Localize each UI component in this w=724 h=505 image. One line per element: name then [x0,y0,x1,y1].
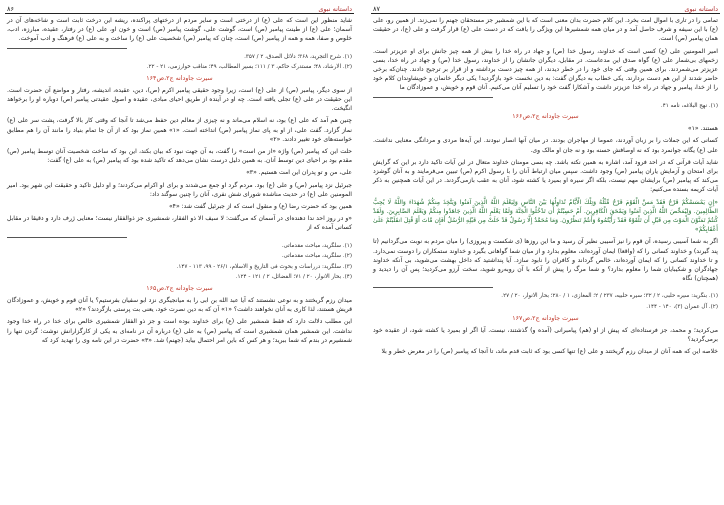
left-paragraph-9: این مطلب دلالت دارد که فقط شمشیر علی (ع) برای خداوند بوده است و جز ذو الفقار شمشیری خالص برای خدا در راه خدا وجود نداشت. این شمشیر همان شمشیری است که پیامبر (ص) به علی (ع) درباره آن در نامه‌ای به یکی از کارگزارانش نوشت: گردن تنها را شمشیرم در بندم که شما ببرید؛ و هر کس که باین امر احتمال بیاید (جهنم) شد. «۳» حضرت در این نامه وی را تهدید کرد که [7,318,352,344]
right-paragraph-2: هستند. «۱» [687,125,718,133]
footnote-separator [7,237,127,238]
left-paragraph-7: «و در روز احد ندا دهنده‌ای در آسمان که می‌گفت: لا سیف الا ذو الفقار، شمشیری جز ذوالفقار نیست؛ معنایی ژرف دارد و دقیقا در مقابل کسانی آمده که از [7,215,352,232]
footnote-separator [373,97,493,98]
left-paragraph-2: چنین هم آمد که علی (ع) بود، نه اسلام می‌ماند و نه چیزی از معالم دین حفظ می‌شد تا آنجا که وقتی کار بالا گرفت، پشت سر علی (ع) نماز گزارد. گفت علی، از او به پای نماز پیامبر (ص) انداخته است. «۱» همین نماز بود که از آن جا تمام بنیاد را مانند آن را هم مطابق خواسته‌های خود تغییر دادند. «۲» [7,117,352,143]
left-footnote-1: (۱). شرح التجرید، ۳۶۸؛ دلائل الصدق، ۲ / ۳۵۷. [244,53,352,60]
left-page-title: داستانه نبوی [318,5,352,13]
left-paragraph-8: میدان رزم گریختند و به نوعی نشستند که آیا عبد الله بن ابی را به میانجیگری نزد ابو سفیان بفرستیم؟ یا آنان قوم و خویش، و عموزادگان قریش هستند، لذا کاری به آنان نخواهند داشت؟ «۱» آن که به دین نصرت خود، یعنی بت پرستی بازگردند؟ «۲» [7,297,352,314]
left-footnote-4: (۲). سلگرید، مباحث مقدماتی. [281,253,352,260]
left-footnote-2: (۲). الارشاد، ۴۸؛ مستدرک حاکم، ۳ / ۱۱۱؛ بسیر المطالب، ۴۹؛ مناقب خوارزمی، ۲۱ - ۲۲. [146,64,352,71]
right-section-heading-166: سیرت جاودانه ج۲،ص۱۶۶ [512,113,579,121]
left-paragraph-3: حلت این که پیامبر (ص) واژه «از من است» را گفت، به آن جهت نبود که بیان بکند، این بود که ساخت شخصیت آنان توسط پیامبر (ص) مقدم بود بر احیای دین توسط آنان. به همین دلیل درست نشان می‌دهد که تاکید شده بود که پیامبر (ص) به علی (ع) گفت: [7,148,352,165]
left-top-paragraph: شاید منظور این است که علی (ع) از درختی است و سایر مردم از درختهای پراکنده، ریشه این درخت ثابت است و شاخه‌های آن در آسمان؛ علی (ع) از طینت پیامبر (ص) است، گوشت علی، گوشت پیامبر (ص) است و خون او، علی (ع) در رفتار، عقیده، مبارزه، ادب، خلوص و صفا، همه و همه از پیامبر (ص) است، چنان که پیامبر (ص) شخصیت علی (ع) را ساخت و به علی (ع) فرهنگ و ادب آموخت. [7,17,352,43]
quran-verse-block: «إِن يَمْسَسْكُمْ قَرْحٌ فَقَدْ مَسَّ الْقَوْمَ قَرْحٌ مِّثْلُهُ وَتِلْكَ الْأَيَّامُ نُدَاوِلُهَا بَيْنَ النَّاسِ وَلِيَعْلَمَ اللَّهُ الَّذِينَ آمَنُوا وَيَتَّخِذَ مِنكُمْ شُهَدَاءَ وَاللَّهُ لَا يُحِبُّ الظَّالِمِينَ. وَلِيُمَحِّصَ اللَّهُ الَّذِينَ آمَنُوا وَيَمْحَقَ الْكَافِرِينَ. أَمْ حَسِبْتُمْ أَن تَدْخُلُوا الْجَنَّةَ وَلَمَّا يَعْلَمِ اللَّهُ الَّذِينَ جَاهَدُوا مِنكُمْ وَيَعْلَمَ الصَّابِرِينَ. وَلَقَدْ كُنتُمْ تَمَنَّوْنَ الْمَوْتَ مِن قَبْلِ أَن تَلْقَوْهُ فَقَدْ رَأَيْتُمُوهُ وَأَنتُمْ تَنظُرُونَ. وَمَا مُحَمَّدٌ إِلَّا رَسُولٌ قَدْ خَلَتْ مِن قَبْلِهِ الرُّسُلُ أَفَإِن مَّاتَ أَوْ قُتِلَ انقَلَبْتُمْ عَلَىٰ أَعْقَابِكُمْ» [373,198,718,234]
left-footnote-3: (۱). سلگرید، مباحث مقدماتی. [281,242,352,249]
right-paragraph-7: خلاصه این که همه آنان از میدان رزم گریختند و علی (ع) تنها کسی بود که ثابت قدم ماند، تا آنجا که پیامبر (ص) را در معرض خطر و بلا [381,348,718,356]
right-paragraph-5: اگر به شما آسیبی رسیده، آن قوم را نیز آسیبی نظیر آن رسید و ما این روزها (ی شکست و پیروزی) را میان مردم به نوبت می‌گردانیم (تا پند گیرند) و خداوند کسانی را که (واقعا) ایمان آورده‌اند، معلوم بدارد و از میان شما گواهانی بگیرد و خداوند ستمکاران را دوست نمی‌دارد. و تا خداوند کسانی را که ایمان آورده‌اند، خالص گرداند و کافران را نابود سازد. آیا پنداشتید که داخل بهشت می‌شوید، بی آنکه خداوند جهادگران و شکیبایان شما را معلوم بدارد؟ و شما مرگ را پیش از آنکه با آن روبه‌رو شوید، سخت آرزو می‌کردید؛ پس آن را دیدید و (همچنان) نگاه [373,238,718,283]
right-page [368,0,723,505]
left-page-number: ۸۶ [7,5,14,13]
right-paragraph-4: شاید آیات قرآنی که در احد فرود آمد، اشاره به همین نکته باشد. چه بسی مومنان خداوند متعال در این آیات تاکید دارد بر این که گرایش برای امتحان و آزمایش یاران پیامبر (ص) وجود داشت. سپس میان ارتباط آنان را با رسول اکرم (ص) تبیین می‌فرمایند و به آنان گوشزد می‌کند که پیامبر (ص) برایشان مهم نیست، بلکه اگر سیره او بمیرد یا کشته شود، آنان به عقب بازمی‌گردند. در این آیات همچنین به ذکر آیات کریمه بسنده می‌کنیم: [373,158,718,194]
footnote-separator [7,48,127,49]
left-paragraph-5: جبرئیل نزد پیامبر (ص) و علی (ع) بود. مردم گرد او جمع می‌شدند و برای او اکرام می‌کردند؛ و او دلیل تاکید و حقیقت این شهر بود. امیر المومنین علی (ع) در حدیث مناشده شورای شش نفری، آنان را چنین سوگند داد: [7,181,352,198]
left-footnote-6: (۴). بحار الانوار، ۲۰ / ۷۱؛ الفضائل، ۲ / ۱۲۱ - ۱۲۴. [235,274,352,281]
left-paragraph-6: همین بود که حضرت رضا (ع) و منقول است که از جبرئیل گفت شد: «۴» [168,203,352,211]
right-footnote-2: (۱). بنگرید: سیره حلبی، ۲ / ۳۲؛ سیره حلبیه، ۲۳۷ / ۲؛ المغازی، ۱ / ۲۸۰؛ بحار الانوار، ۲۰ / ۲۷. [501,293,718,300]
left-page [2,0,357,505]
right-paragraph-6: می‌کردید؛ و محمد، جز فرستاده‌ای که پیش از او (هم) پیامبرانی (آمده و) گذشتند، نیست. آیا اگر او بمیرد یا کشته شود، از عقیده خود برمی‌گردید؟ [373,326,718,343]
right-paragraph-1: امیر المومنین علی (ع) کسی است که خداوند، رسول خدا (ص) و جهاد در راه خدا را بیش از همه چیز جانش برای او عزیزتر است. زخمهای بی‌شمار علی (ع) گواه صدق این مدعاست. در مقابل، دیگران جانشان را از خداوند، رسول خدا (ص) و جهاد در راه خدا، بسی عزیزتر می‌شمردند. برای همین وقتی که جای خود را در خطر دیدند، از همه چیز دست برداشته و از قرار بر ترجیح دادند. چنان‌که برخی حاضر شدند از این هم دست بردارند. یکی خطاب به دیگران گفت: به دین نخست خود بازگردید! یکی دیگر خانمان و خویشاوندان کلام خود را از خدا، پیامبر و جهاد در راه خدا عزیزتر داشت و آشکارا گفت خود را تسلیم آنان می‌کنیم. آنان قوم و خویش، و عموزادگان ما [373,47,718,92]
right-page-title: داستانه نبوی [684,5,718,13]
right-page-number: ۸۷ [373,5,380,13]
left-paragraph-1: از سوی دیگر، پیامبر (ص) از علی (ع) است، زیرا وجود حقیقی پیامبر اکرم (ص)، دین، عقیده، اندیشه، رفتار و مواضع آن حضرت است. این حقیقت در علی (ع) تجلی یافته است. چه او در آینده از طریق احیای مبادی، عقیده و اصول عقیدتی پیامبر (ص) دوباره او را برخواهد انگیخت. [7,86,352,113]
right-footnote-3: (۲). آل عمران (۳)، ۱۴۰ - ۱۴۴. [646,304,718,311]
left-page-header [5,2,354,14]
left-section-heading-165: سیرت جاودانه ج۲،ص۱۶۵ [146,285,213,293]
footnote-separator [373,287,493,288]
left-page-body [5,14,354,345]
right-footnote-1: (۱). نهج البلاغه، نامه ۴۱. [660,102,718,109]
left-section-heading-164: سیرت جاودانه ج۲،ص۱۶۴ [146,74,213,82]
right-page-header [371,2,720,14]
right-paragraph-3: کسانی که این جملات را بر زبان آوردند، عموما از مهاجران بودند. در میان آنها انصار نبودند. این آیه‌ها مردی و مردانگی معنایی نداشت. علی (ع) یگانه جوانمرد بود که نه اوصافش حسنه بود و نه جان او مالک وی. [373,137,718,154]
left-paragraph-4: علی، من و تو پدران این امت هستیم. «۳» [246,169,352,177]
left-footnote-5: (۳). سلگرید: درراسات و بحوث فی التاریخ و الاسلام، ۲۶/۱ - ۹۹، ۱۱۳ - ۱۴۷. [176,263,352,270]
right-section-heading-167: سیرت جاودانه ج۲،ص۱۶۷ [512,314,579,322]
right-top-paragraph: تمامی را در تاری با اموال امت بخرد. این کلام حضرت بدان معنی است که با این شمشیر جز مستحقان جهنم را نمی‌زند. از همین رو، علی (ع) با این سیفه و شرف حاصل آمد و در میان همه شمشیرها این ویژگی را یافت که در دست علی (ع) قرار گرفت و علی (ع)، در حقیقت همان پیامبر (ص) است. [373,17,718,43]
right-page-body [371,14,720,356]
